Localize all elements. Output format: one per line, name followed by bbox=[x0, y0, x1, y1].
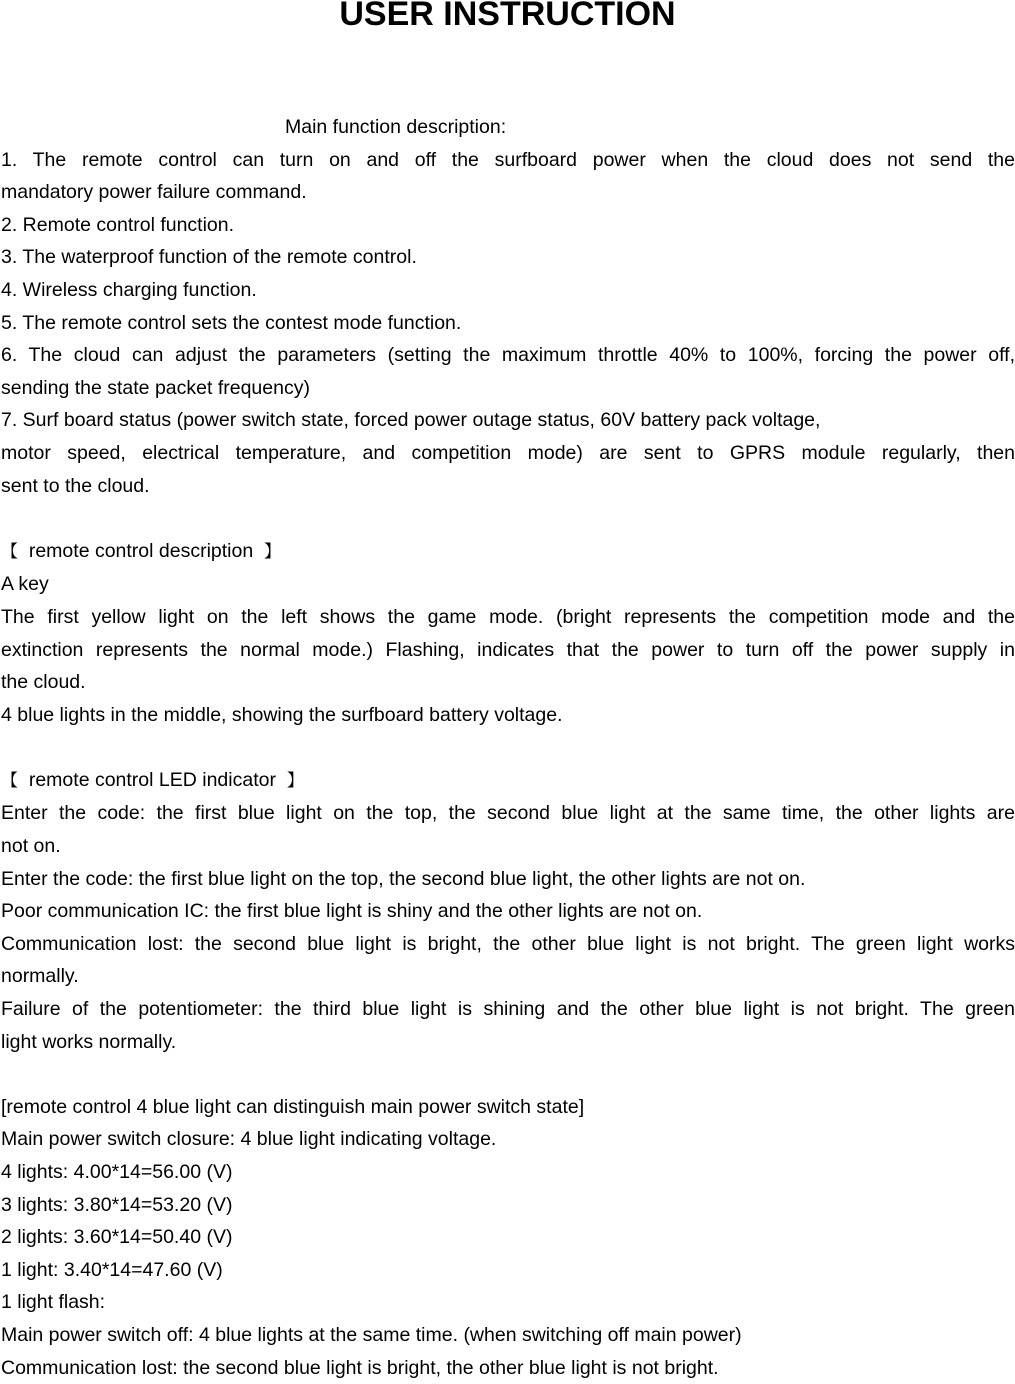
led-indicator-line: Enter the code: the first blue light on the top, the second blue light at the same time, the other lights are bbox=[1, 802, 1015, 825]
spacer bbox=[1, 731, 1015, 764]
led-indicator-line: light works normally. bbox=[1, 1030, 177, 1053]
main-function-line: 7. Surf board status (power switch state, forced power outage status, 60V battery pack voltage, bbox=[1, 409, 821, 432]
main-function-line: 4. Wireless charging function. bbox=[1, 278, 257, 301]
power-switch-line: 2 lights: 3.60*14=50.40 (V) bbox=[1, 1226, 233, 1249]
led-indicator-heading bbox=[1, 764, 1015, 798]
led-indicator-title: remote control LED indicator bbox=[28, 768, 276, 791]
spacer bbox=[1, 1058, 1015, 1091]
main-function-heading: Main function description: bbox=[285, 116, 507, 138]
main-function-line: 6. The cloud can adjust the parameters (setting the maximum throttle 40% to 100%, forcing the power off, bbox=[1, 344, 1015, 367]
remote-description-title: remote control description bbox=[28, 539, 254, 562]
main-function-line: sending the state packet frequency) bbox=[1, 376, 310, 399]
led-indicator-line: Poor communication IC: the first blue light is shiny and the other lights are not on. bbox=[1, 900, 703, 923]
remote-description-line: extinction represents the normal mode.) Flashing, indicates that the power to turn off the power supply in bbox=[1, 638, 1015, 661]
led-indicator-line: not on. bbox=[1, 835, 61, 858]
main-function-line: 2. Remote control function. bbox=[1, 213, 235, 236]
power-switch-line: Main power switch closure: 4 blue light indicating voltage. bbox=[1, 1128, 497, 1151]
main-function-line: 3. The waterproof function of the remote control. bbox=[1, 246, 417, 269]
led-indicator-line: Enter the code: the first blue light on the top, the second blue light, the other lights are not on. bbox=[1, 867, 806, 890]
main-function-line: sent to the cloud. bbox=[1, 474, 150, 497]
power-switch-line: Communication lost: the second blue light is bright, the other blue light is not bright. bbox=[1, 1356, 719, 1379]
main-function-line: 5. The remote control sets the contest mode function. bbox=[1, 311, 462, 334]
led-indicator-line: Failure of the potentiometer: the third blue light is shining and the other blue light is not bright. The green bbox=[1, 998, 1015, 1021]
power-switch-line: 4 lights: 4.00*14=56.00 (V) bbox=[1, 1161, 233, 1183]
power-switch-line: Main power switch off: 4 blue lights at the same time. (when switching off main power) bbox=[1, 1323, 742, 1346]
bracket-open: 【 bbox=[1, 541, 18, 562]
remote-description-line: the cloud. bbox=[1, 671, 86, 694]
power-switch-line: 1 light: 3.40*14=47.60 (V) bbox=[1, 1258, 223, 1281]
power-switch-heading: [remote control 4 blue light can distinguish main power switch state] bbox=[1, 1095, 585, 1118]
document-title: USER INSTRUCTION bbox=[339, 0, 676, 33]
document-body bbox=[1, 111, 1015, 1384]
bracket-open: 【 bbox=[1, 770, 18, 791]
remote-description-line: A key bbox=[1, 573, 49, 596]
remote-description-line: The first yellow light on the left shows the game mode. (bright represents the competition mode and the bbox=[1, 605, 1015, 628]
bracket-close: 】 bbox=[264, 541, 282, 562]
remote-description-heading bbox=[1, 535, 1015, 569]
bracket-close: 】 bbox=[286, 770, 304, 791]
power-switch-line: 1 light flash: bbox=[1, 1291, 106, 1314]
led-indicator-line: normally. bbox=[1, 965, 79, 988]
main-function-line: 1. The remote control can turn on and off the surfboard power when the cloud does not send the bbox=[1, 148, 1015, 171]
power-switch-line: 3 lights: 3.80*14=53.20 (V) bbox=[1, 1193, 233, 1216]
led-indicator-line: Communication lost: the second blue light is bright, the other blue light is not bright. The green light works bbox=[1, 932, 1015, 955]
remote-description-line: 4 blue lights in the middle, showing the surfboard battery voltage. bbox=[1, 703, 563, 726]
main-function-line: motor speed, electrical temperature, and competition mode) are sent to GPRS module regularly, then bbox=[1, 441, 1015, 464]
spacer bbox=[1, 502, 1015, 535]
main-function-line: mandatory power failure command. bbox=[1, 181, 307, 204]
